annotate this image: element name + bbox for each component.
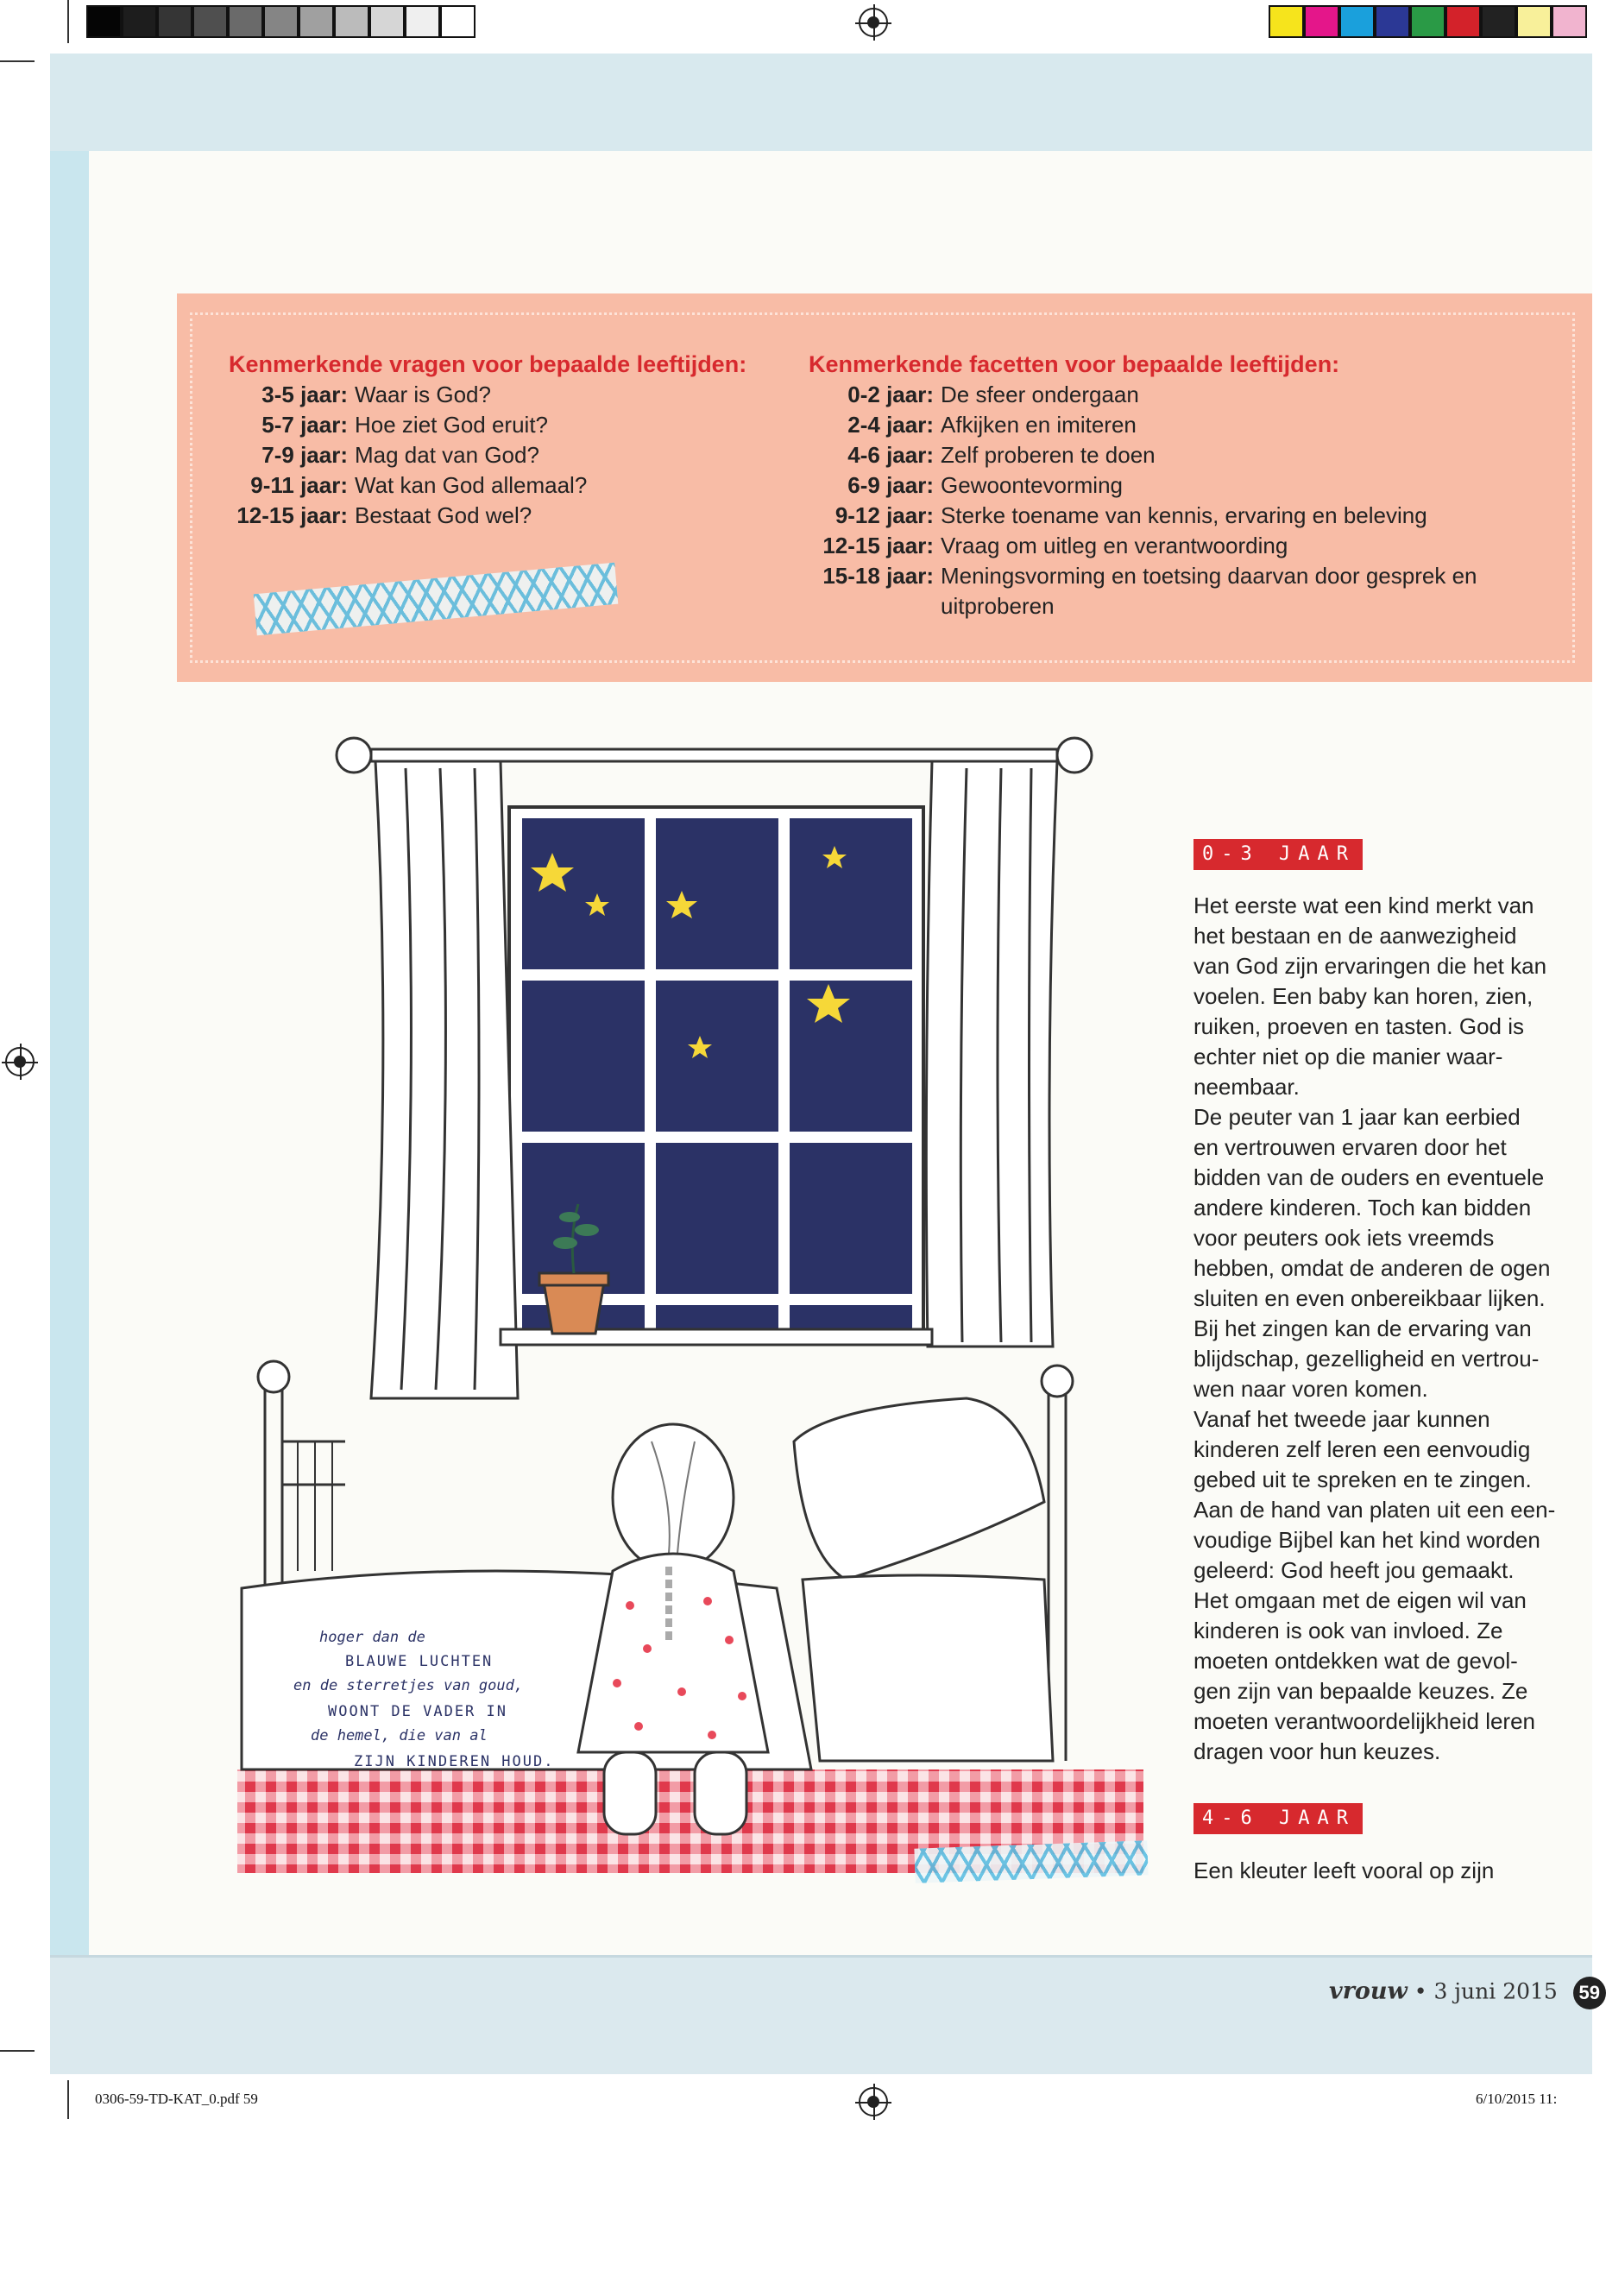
article-line: gen zijn van bepaalde keuzes. Ze <box>1193 1678 1528 1704</box>
age-range: 12-15 jaar: <box>822 533 934 558</box>
age-range: 0-2 jaar: <box>847 382 934 407</box>
article-line: echter niet op die manier waar- <box>1193 1044 1503 1069</box>
slug-date: 6/10/2015 11: <box>1476 2091 1558 2107</box>
article-line: hebben, omdat de anderen de ogen <box>1193 1255 1551 1281</box>
age-description: Gewoontevorming <box>941 472 1123 498</box>
registration-mark-icon <box>5 1047 35 1076</box>
questions-list <box>229 380 746 531</box>
age-row <box>809 531 1477 561</box>
age-description: uitproberen <box>941 593 1055 619</box>
article-line: kinderen zelf leren een eenvoudig <box>1193 1436 1531 1462</box>
age-row <box>229 470 746 501</box>
color-swatch <box>263 5 299 38</box>
article-line: het bestaan en de aanwezigheid <box>1193 923 1517 949</box>
facets-heading: Kenmerkende facetten voor bepaalde leeftijden: <box>809 351 1340 377</box>
age-description: Zelf proberen te doen <box>941 442 1156 468</box>
info-box <box>177 293 1592 682</box>
color-swatch <box>86 5 122 38</box>
age-range: 12-15 jaar: <box>236 502 348 528</box>
crop-mark <box>67 0 69 43</box>
questions-heading: Kenmerkende vragen voor bepaalde leeftijden: <box>229 351 747 377</box>
slug-filename: 0306-59-TD-KAT_0.pdf 59 <box>95 2091 258 2107</box>
color-swatch <box>1410 5 1445 38</box>
article-line: voudige Bijbel kan het kind worden <box>1193 1527 1540 1553</box>
age-range: 9-11 jaar: <box>250 472 348 498</box>
age-row <box>809 591 1477 621</box>
article-line: kinderen is ook van invloed. Ze <box>1193 1618 1503 1643</box>
color-swatch <box>1481 5 1516 38</box>
age-description: Waar is God? <box>355 382 491 407</box>
article-line: dragen voor hun keuzes. <box>1193 1738 1441 1764</box>
article-line: blijdschap, gezelligheid en vertrou- <box>1193 1346 1540 1372</box>
bedroom-window-illustration <box>224 725 1174 1899</box>
article-line: en vertrouwen ervaren door het <box>1193 1134 1507 1160</box>
age-range <box>809 591 934 621</box>
color-swatch <box>1269 5 1304 38</box>
color-swatch <box>405 5 440 38</box>
color-swatch <box>228 5 263 38</box>
age-description: Sterke toename van kennis, ervaring en beleving <box>941 502 1427 528</box>
age-row <box>229 380 746 410</box>
poem-line: en de sterretjes van goud, <box>293 1677 524 1694</box>
article-line: andere kinderen. Toch kan bidden <box>1193 1195 1532 1221</box>
article-continuation: Een kleuter leeft vooral op zijn <box>1193 1858 1495 1883</box>
age-row <box>809 440 1477 470</box>
section-label-4-6-jaar: 4-6 JAAR <box>1193 1803 1363 1834</box>
article-line: Het omgaan met de eigen wil van <box>1193 1587 1527 1613</box>
age-description: Mag dat van God? <box>355 442 539 468</box>
color-swatch <box>1445 5 1481 38</box>
magazine-brand: vrouw <box>1329 1977 1408 2005</box>
section-label-0-3-jaar: 0-3 JAAR <box>1193 839 1363 870</box>
issue-date: 3 juni 2015 <box>1433 1978 1558 2004</box>
color-swatch <box>157 5 192 38</box>
poem-line: WOONT DE VADER IN <box>328 1703 507 1720</box>
age-row <box>229 410 746 440</box>
color-swatch <box>369 5 405 38</box>
article-line: De peuter van 1 jaar kan eerbied <box>1193 1104 1521 1130</box>
age-row <box>809 380 1477 410</box>
age-row <box>809 470 1477 501</box>
crop-mark <box>0 60 35 62</box>
poem-line: BLAUWE LUCHTEN <box>345 1653 494 1670</box>
color-swatch <box>1304 5 1339 38</box>
article-line: bidden van de ouders en eventuele <box>1193 1164 1545 1190</box>
poem-line: ZIJN KINDEREN HOUD. <box>354 1753 555 1770</box>
age-description: Hoe ziet God eruit? <box>355 412 549 438</box>
article-line: Het eerste wat een kind merkt van <box>1193 893 1534 918</box>
age-range: 9-12 jaar: <box>834 502 934 528</box>
footer-separator: • <box>1414 1978 1427 2004</box>
age-description: Vraag om uitleg en verantwoording <box>941 533 1288 558</box>
age-description: De sfeer ondergaan <box>941 382 1139 407</box>
facets-list <box>809 380 1477 621</box>
age-range: 15-18 jaar: <box>822 563 934 589</box>
registration-mark-icon <box>859 2087 888 2116</box>
color-swatch <box>334 5 369 38</box>
page-bottom-strip <box>50 1955 1592 2074</box>
article-line: van God zijn ervaringen die het kan <box>1193 953 1547 979</box>
color-swatch <box>1375 5 1410 38</box>
age-description: Wat kan God allemaal? <box>355 472 588 498</box>
color-swatch <box>1516 5 1552 38</box>
article-line: voelen. Een baby kan horen, zien, <box>1193 983 1534 1009</box>
age-description: Bestaat God wel? <box>355 502 532 528</box>
article-line: Bij het zingen kan de ervaring van <box>1193 1315 1532 1341</box>
article-line: neembaar. <box>1193 1074 1300 1100</box>
facets-column <box>809 350 1477 621</box>
color-swatch <box>192 5 228 38</box>
registration-mark-icon <box>859 8 888 37</box>
age-row <box>229 501 746 531</box>
page-number: 59 <box>1573 1977 1606 2009</box>
article-line: voor peuters ook iets vreemds <box>1193 1225 1495 1251</box>
article-line: Aan de hand van platen uit een een- <box>1193 1497 1556 1523</box>
poem-line: de hemel, die van al <box>311 1727 488 1744</box>
age-range: 4-6 jaar: <box>847 442 934 468</box>
page-spine-strip <box>50 151 89 1955</box>
article-line: moeten ontdekken wat de gevol- <box>1193 1648 1518 1674</box>
article-line: Vanaf het tweede jaar kunnen <box>1193 1406 1490 1432</box>
color-swatch <box>440 5 476 38</box>
age-row <box>809 501 1477 531</box>
article-line: ruiken, proeven en tasten. God is <box>1193 1013 1525 1039</box>
article-body <box>1193 891 1573 1767</box>
age-row <box>229 440 746 470</box>
age-range: 3-5 jaar: <box>261 382 348 407</box>
article-line: moeten verantwoordelijkheid leren <box>1193 1708 1536 1734</box>
crop-mark <box>67 2080 69 2119</box>
age-range: 5-7 jaar: <box>261 412 348 438</box>
article-line: geleerd: God heeft jou gemaakt. <box>1193 1557 1515 1583</box>
age-range: 2-4 jaar: <box>847 412 934 438</box>
color-swatch <box>122 5 157 38</box>
article-line: wen naar voren komen. <box>1193 1376 1428 1402</box>
page-footer <box>1329 1977 1606 2009</box>
color-swatch <box>1552 5 1587 38</box>
questions-column <box>229 350 746 531</box>
article-line: gebed uit te spreken en te zingen. <box>1193 1467 1532 1492</box>
age-description: Meningsvorming en toetsing daarvan door gesprek en <box>941 563 1477 589</box>
age-row <box>809 410 1477 440</box>
age-row <box>809 561 1477 591</box>
age-description: Afkijken en imiteren <box>941 412 1137 438</box>
poem-line: hoger dan de <box>319 1629 425 1646</box>
crop-mark <box>0 2050 35 2052</box>
color-swatch <box>299 5 334 38</box>
article-line: sluiten en even onbereikbaar lijken. <box>1193 1285 1546 1311</box>
age-range: 7-9 jaar: <box>261 442 348 468</box>
age-range: 6-9 jaar: <box>847 472 934 498</box>
color-swatch <box>1339 5 1375 38</box>
